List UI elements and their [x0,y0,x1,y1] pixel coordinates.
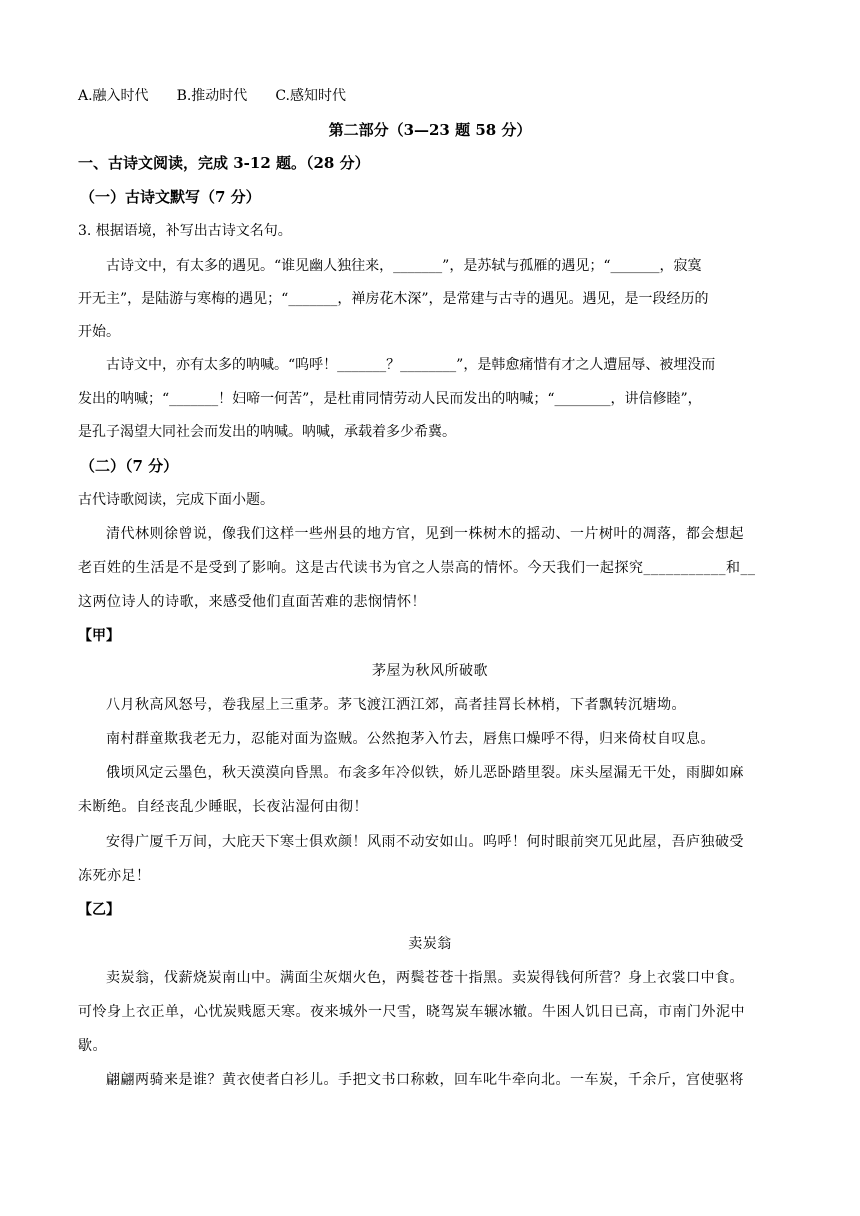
option-b: B.推动时代 [176,88,248,104]
poem-yi-line1: 卖炭翁，伐薪烧炭南山中。满面尘灰烟火色，两鬓苍苍十指黑。卖炭得钱何所营？身上衣裳口中食。 [106,970,744,986]
poem-yi-line2: 可怜身上衣正单，心忧炭贱愿天寒。夜来城外一尺雪，晓驾炭车辗冰辙。牛困人饥日已高，市南门外泥中 [78,1004,745,1020]
poem-jia-title: 茅屋为秋风所破歌 [372,663,488,679]
intro-line1: 清代林则徐曾说，像我们这样一些州县的地方官，见到一株树木的摇动、一片树叶的凋落，都会想起 [106,526,744,542]
question-3-prompt: 3. 根据语境，补写出古诗文名句。 [78,223,292,239]
q3-paragraph2-line1: 古诗文中，亦有太多的呐喊。“呜呼！_______？________”，是韩愈痛惜有才之人遭屈辱、被埋没而 [106,357,716,373]
poem-yi-line3: 歇。 [78,1038,107,1054]
poem-jia-line1: 八月秋高风怒号，卷我屋上三重茅。茅飞渡江洒江郊，高者挂罥长林梢，下者飘转沉塘坳。 [106,697,686,713]
poem-jia-line4: 未断绝。自经丧乱少睡眠，长夜沾湿何由彻！ [78,799,368,815]
poem-jia-line5: 安得广厦千万间，大庇天下寒士俱欢颜！风雨不动安如山。呜呼！何时眼前突兀见此屋，吾庐独破受 [106,834,744,850]
option-a: A.融入时代 [78,88,149,104]
poem-jia-line2: 南村群童欺我老无力，忍能对面为盗贼。公然抱茅入竹去，唇焦口燥呼不得，归来倚杖自叹息。 [106,731,715,747]
intro-line2: 老百姓的生活是不是受到了影响。这是古代读书为官之人崇高的情怀。今天我们一起探究___________和__ [78,560,756,576]
intro-line3: 这两位诗人的诗歌，来感受他们直面苦难的悲悯情怀！ [78,594,426,610]
subsection-heading-poetry: （二）（7 分） [80,457,179,475]
poem-yi-line4: 翩翩两骑来是谁？黄衣使者白衫儿。手把文书口称敕，回车叱牛牵向北。一车炭，千余斤，宫使驱将 [106,1072,744,1088]
section-heading: 一、古诗文阅读，完成 3-12 题。（28 分） [78,154,370,172]
poem-jia-line6: 冻死亦足！ [78,868,151,884]
option-c: C.感知时代 [275,88,346,104]
q3-paragraph1-line1: 古诗文中，有太多的遇见。“谁见幽人独往来，_______”，是苏轼与孤雁的遇见；“_______，寂寞 [106,258,702,274]
q3-paragraph2-line3: 是孔子渴望大同社会而发出的呐喊。呐喊，承载着多少希冀。 [78,424,456,440]
q3-paragraph2-line2: 发出的呐喊；“_______！妇啼一何苦”，是杜甫同情劳动人民而发出的呐喊；“________，讲信修睦”， [78,391,702,407]
poem-yi-title: 卖炭翁 [408,936,452,952]
part-heading: 第二部分（3—23 题 58 分） [328,121,532,139]
poetry-prompt: 古代诗歌阅读，完成下面小题。 [78,492,274,508]
poem-jia-line3: 俄顷风定云墨色，秋天漠漠向昏黑。布衾多年冷似铁，娇儿恶卧踏里裂。床头屋漏无干处，雨脚如麻 [106,765,744,781]
poem-jia-label: 【甲】 [78,628,120,644]
subsection-heading-dictation: （一）古诗文默写（7 分） [80,188,261,206]
poem-yi-label: 【乙】 [78,902,120,918]
q3-paragraph1-line3: 开始。 [78,324,120,340]
answer-options [78,86,782,106]
q3-paragraph1-line2: 开无主”，是陆游与寒梅的遇见；“_______，禅房花木深”，是常建与古寺的遇见。遇见，是一段经历的 [78,291,709,307]
